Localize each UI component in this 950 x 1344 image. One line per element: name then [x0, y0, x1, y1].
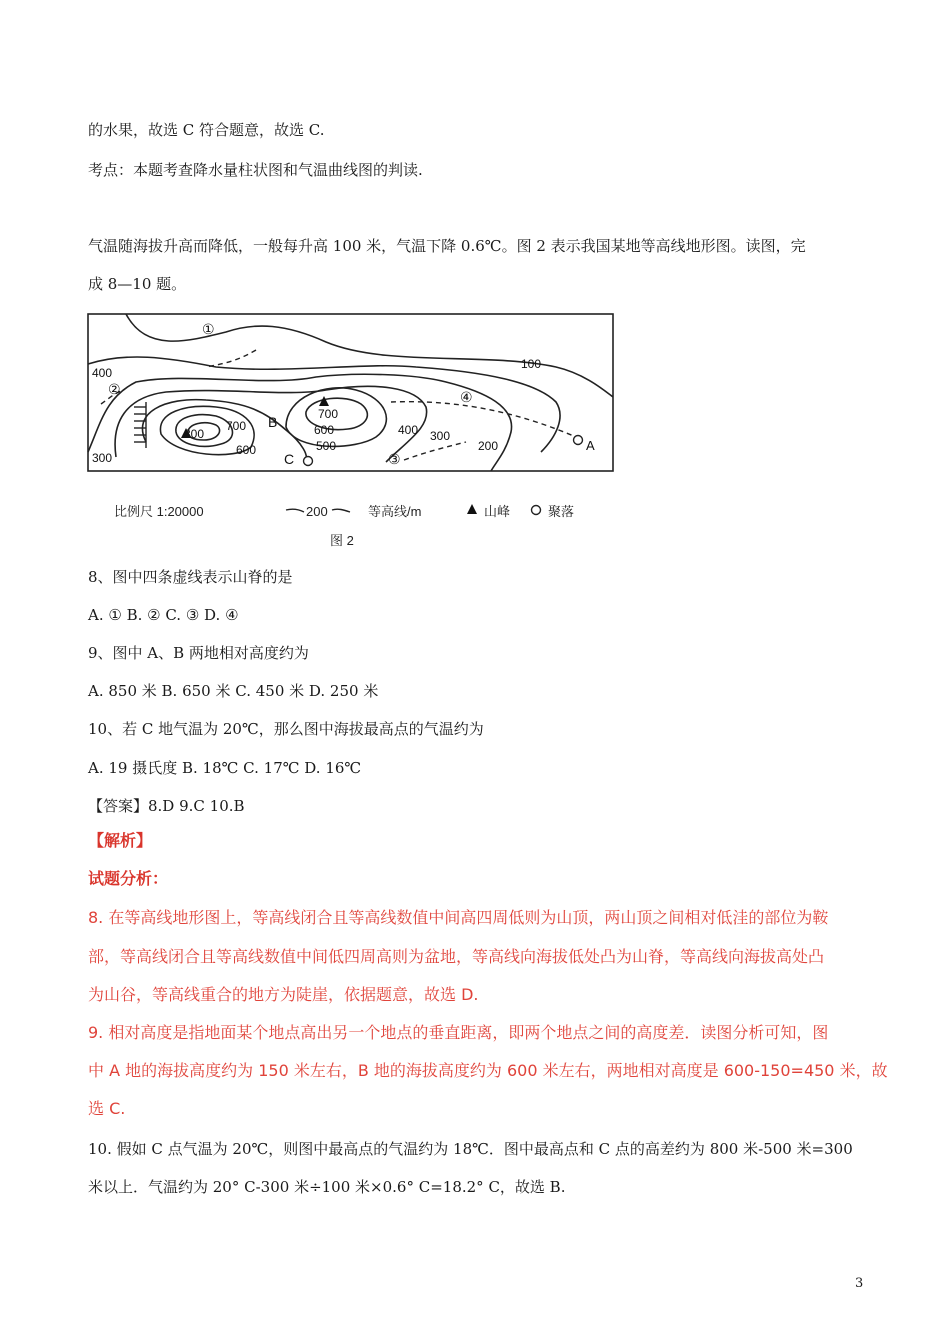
- label-800: 800: [184, 427, 205, 441]
- legend-scale: 比例尺 1:20000: [114, 504, 204, 519]
- prev-answer-end: 的水果，故选 C 符合题意，故选 C.: [88, 121, 325, 139]
- label-700-right: 700: [318, 407, 339, 421]
- label-600-right: 600: [314, 423, 335, 437]
- legend-contour-right: [332, 509, 350, 512]
- dashed-line-3: [404, 442, 466, 460]
- contour-map-svg: [86, 312, 626, 552]
- contour-100: [126, 314, 613, 397]
- jiexi-heading: 【解析】: [88, 831, 153, 850]
- label-c: C: [284, 451, 295, 467]
- exp8-line-1: 8. 在等高线地形图上，等高线闭合且等高线数值中间高四周低则为山顶，两山顶之间相对低洼的部位为鞍: [88, 908, 829, 927]
- intro-line-2: 成 8—10 题。: [88, 275, 187, 293]
- contour-300: [88, 374, 512, 471]
- q9-stem: 9、图中 A、B 两地相对高度约为: [88, 644, 309, 662]
- exp8-line-2: 部，等高线闭合且等高线数值中间低四周高则为盆地，等高线向海拔低处凸为山脊，等高线向海拔高处凸: [88, 947, 825, 966]
- answer-line: 【答案】8.D 9.C 10.B: [88, 797, 245, 815]
- label-a: A: [586, 438, 595, 453]
- legend-contour-label: 等高线/m: [368, 504, 422, 519]
- legend-settlement-icon: [532, 506, 541, 515]
- exp8-line-3: 为山谷，等高线重合的地方为陡崖，依据题意，故选 D.: [88, 985, 479, 1004]
- dashed-line-1: [206, 350, 256, 367]
- shiti-heading: 试题分析：: [88, 869, 169, 888]
- exp9-line-1: 9. 相对高度是指地面某个地点高出另一个地点的垂直距离，即两个地点之间的高度差．读图分析可知，图: [88, 1023, 829, 1042]
- legend-settlement-label: 聚落: [548, 504, 575, 519]
- exp10-line-1: 10. 假如 C 点气温为 20℃，则图中最高点的气温约为 18℃．图中最高点和 C 点的高差约为 800 米-500 米=300: [88, 1140, 853, 1158]
- label-500: 500: [316, 439, 337, 453]
- exp10-line-2: 米以上．气温约为 20° C-300 米÷100 米×0.6° C=18.2° C，故选 B.: [88, 1178, 566, 1196]
- label-400-left: 400: [92, 366, 113, 380]
- label-b: B: [268, 414, 278, 430]
- label-300-left: 300: [92, 451, 113, 465]
- label-700-left: 700: [226, 419, 247, 433]
- contour-map-figure: [86, 312, 626, 556]
- exp9-line-3: 选 C.: [88, 1099, 126, 1118]
- figure-caption: 图 2: [330, 533, 354, 548]
- q10-options: A. 19 摄氏度 B. 18℃ C. 17℃ D. 16℃: [88, 759, 362, 777]
- marker-1: ①: [202, 321, 215, 337]
- exp9-line-2: 中 A 地的海拔高度约为 150 米左右，B 地的海拔高度约为 600 米左右，两地相对高度是 600-150=450 米，故: [88, 1061, 888, 1080]
- label-600-left: 600: [236, 443, 257, 457]
- page-number: 3: [855, 1276, 864, 1291]
- settlement-c-icon: [304, 457, 313, 466]
- q9-options: A. 850 米 B. 650 米 C. 450 米 D. 250 米: [88, 682, 379, 700]
- ridge-marker-group: [108, 321, 473, 467]
- kaodian-note: 考点：本题考查降水量柱状图和气温曲线图的判读.: [88, 161, 423, 179]
- intro-line-1: 气温随海拔升高而降低，一般每升高 100 米，气温下降 0.6℃。图 2 表示我国某地等高线地形图。读图，完: [88, 237, 806, 255]
- marker-3: ③: [388, 451, 401, 467]
- cliff-hachures: [134, 402, 146, 448]
- settlement-a-icon: [574, 436, 583, 445]
- marker-4: ④: [460, 389, 473, 405]
- legend-peak-label: 山峰: [484, 504, 511, 519]
- q8-options: A. ① B. ② C. ③ D. ④: [88, 606, 239, 624]
- legend-group: [114, 504, 574, 548]
- legend-contour-value: 200: [306, 504, 328, 519]
- q10-stem: 10、若 C 地气温为 20℃，那么图中海拔最高点的气温约为: [88, 720, 484, 738]
- contour-label-group: [92, 357, 595, 467]
- label-200: 200: [478, 439, 499, 453]
- marker-2: ②: [108, 381, 121, 397]
- label-100: 100: [521, 357, 542, 371]
- q8-stem: 8、图中四条虚线表示山脊的是: [88, 568, 293, 586]
- legend-peak-icon: [467, 504, 477, 514]
- contour-lines: [88, 314, 613, 471]
- label-400-right: 400: [398, 423, 419, 437]
- label-300-right: 300: [430, 429, 451, 443]
- legend-contour-left: [286, 509, 304, 512]
